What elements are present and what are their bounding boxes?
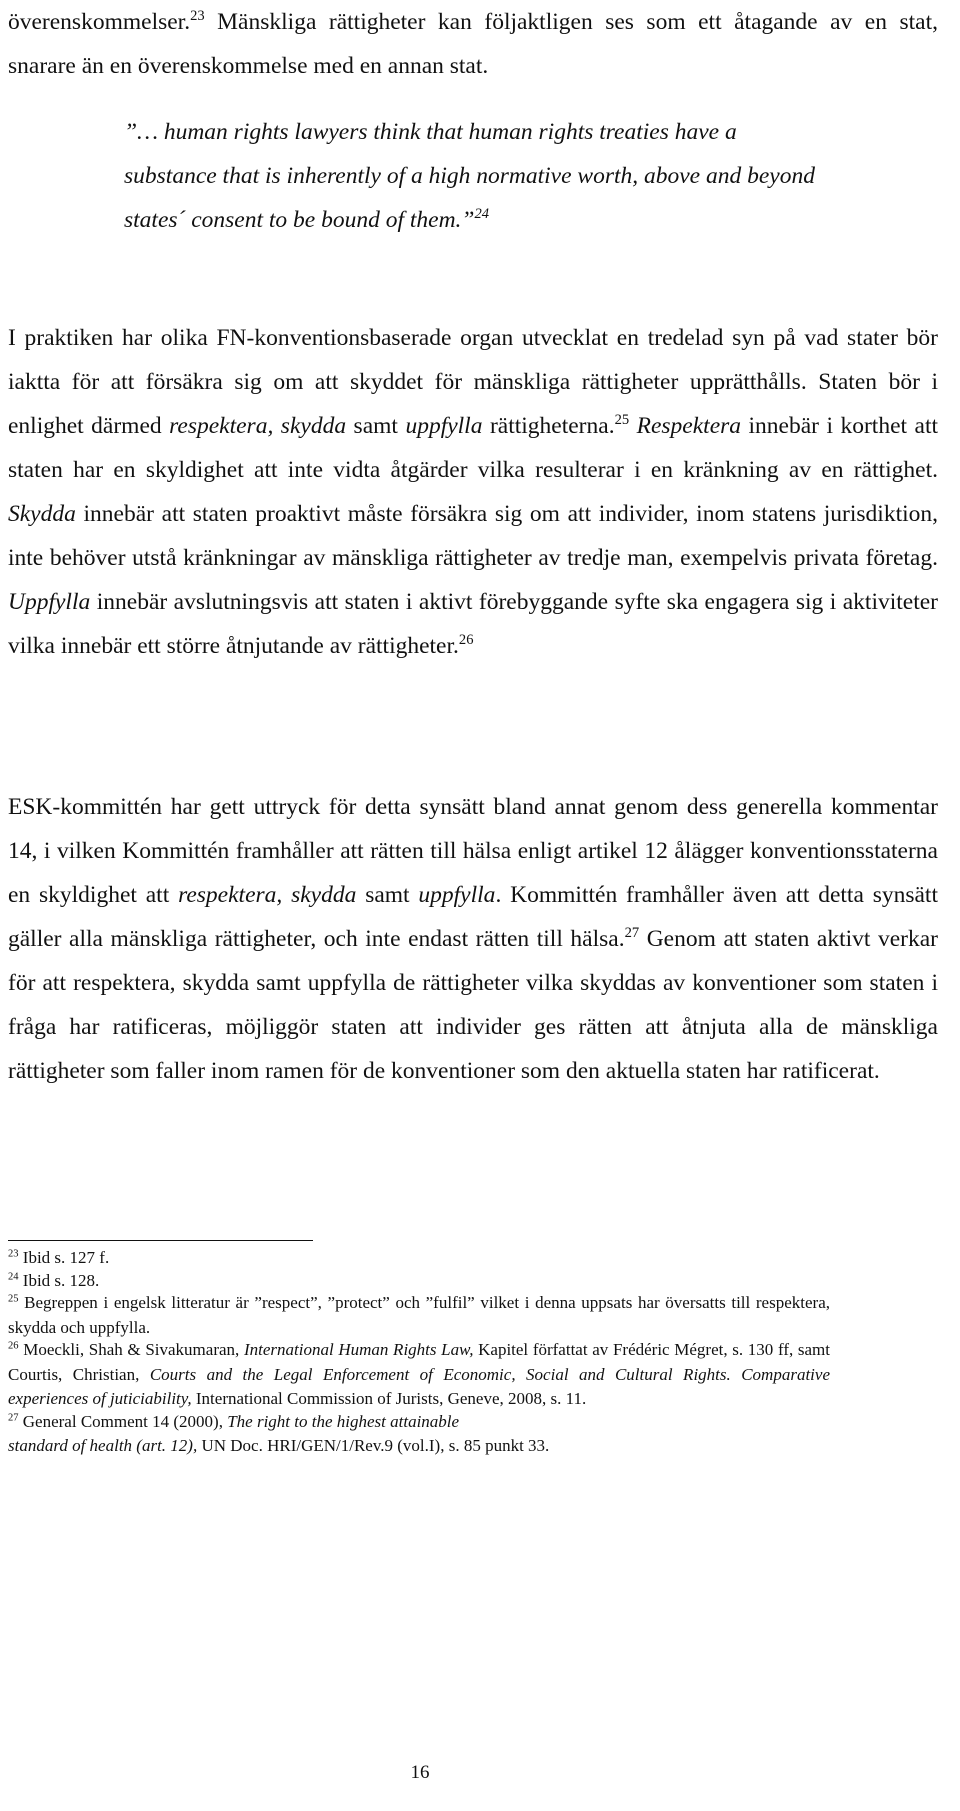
footnote-number: 23 xyxy=(8,1248,19,1260)
text-run: . Kommittén framhåller även att detta synsätt gäller alla mänskliga rättigheter, och inte endast rätten till hälsa. xyxy=(8,882,938,952)
footnote-text: Ibid s. 128. xyxy=(18,1270,100,1290)
footnote-text: Kapitel författat av Frédéric Mégret, s. 130 ff, samt Courtis, Christian, xyxy=(8,1340,831,1384)
text-run: innebär i korthet att staten har en skyldighet att inte vidta åtgärder vilka resulterar i en kränkning av en rättighet. xyxy=(8,413,939,483)
emphasis: Uppfylla xyxy=(8,589,91,615)
footnote-number: 26 xyxy=(8,1340,19,1352)
footnote-number: 24 xyxy=(8,1270,19,1282)
footnote-text: Begreppen i engelsk litteratur är ”respect”, ”protect” och ”fulfil” vilket i denna uppsats har översatts till respektera, skydda och uppfylla. xyxy=(8,1293,830,1337)
footnote-ref: 27 xyxy=(624,924,640,941)
footnote-ref: 23 xyxy=(190,7,205,24)
text-run: Mänskliga rättigheter kan följaktligen ses som ett åtagande av en stat, snarare än en överenskommelse med en annan stat. xyxy=(8,9,938,79)
footnote-title: Courts and the Legal Enforcement of Economic, Social and Cultural Rights. Comparative experiences of juticiability, xyxy=(8,1364,830,1408)
paragraph-tredelad-syn xyxy=(8,316,938,668)
footnote-27 xyxy=(8,1410,830,1459)
text-run: I praktiken har olika FN-konventionsbaserade organ utvecklat en tredelad syn på vad stater bör iaktta för att försäkra sig om att skyddet för mänskliga rättigheter upprätthålls. Staten bör i enlighet därmed xyxy=(8,325,938,439)
footnote-ref: 25 xyxy=(614,411,630,428)
page-number: 16 xyxy=(410,1762,430,1783)
emphasis: Skydda xyxy=(8,501,76,527)
emphasis: respektera, skydda xyxy=(178,882,357,908)
text-run: innebär avslutningsvis att staten i aktivt förebyggande syfte ska engagera sig i aktiviteter vilka innebär ett större åtnjutande av rättigheter. xyxy=(8,589,938,659)
text-run: överenskommelser. xyxy=(8,9,191,35)
quote-text: ”… human rights lawyers think that human rights treaties have a substance that is inherently of a high normative worth, above and beyond states´ consent to be bound of them.” xyxy=(124,119,815,233)
footnote-number: 27 xyxy=(8,1411,19,1423)
footnote-ref: 26 xyxy=(458,631,474,648)
footnote-title: The right to the highest attainable xyxy=(227,1411,460,1431)
text-run: samt xyxy=(346,413,406,439)
footnote-text: UN Doc. HRI/GEN/1/Rev.9 (vol.I), s. 85 punkt 33. xyxy=(197,1436,550,1455)
text-run: rättigheterna. xyxy=(482,413,615,439)
footnote-separator xyxy=(8,1240,313,1241)
text-run: samt xyxy=(356,882,419,908)
paragraph-esk-kommitten xyxy=(8,785,938,1093)
text-run: innebär att staten proaktivt måste försäkra sig om att individer, inom statens jurisdiktion, inte behöver utstå kränkningar av mänskliga rättigheter av tredje man, exempelvis privata företag. xyxy=(8,501,938,571)
footnote-ref: 24 xyxy=(474,205,490,222)
top-paragraph xyxy=(8,0,938,88)
footnote-text: Moeckli, Shah & Sivakumaran, xyxy=(18,1340,244,1359)
footnote-title: International Human Rights Law, xyxy=(243,1340,474,1359)
footnote-26 xyxy=(8,1338,830,1412)
block-quote xyxy=(124,110,834,242)
footnote-text: General Comment 14 (2000), xyxy=(18,1411,228,1431)
footnote-title: standard of health (art. 12), xyxy=(8,1436,198,1455)
emphasis: uppfylla xyxy=(405,413,483,439)
emphasis: respektera, skydda xyxy=(169,413,347,439)
footnote-25 xyxy=(8,1291,830,1340)
text-run xyxy=(629,413,636,439)
emphasis: Respektera xyxy=(636,413,742,439)
footnote-number: 25 xyxy=(8,1293,19,1305)
footnote-text: International Commission of Jurists, Geneve, 2008, s. 11. xyxy=(191,1389,587,1408)
footnote-23 xyxy=(8,1246,830,1271)
text-run: Genom att staten aktivt verkar för att respektera, skydda samt uppfylla de rättigheter vilka skyddas av konventioner som staten i fråga har ratificeras, möjliggör staten att individer ges rätten att åtnjuta alla de mänskliga rättigheter som faller inom ramen för de konventioner som den aktuella staten har ratificerat. xyxy=(8,926,938,1084)
footnote-24 xyxy=(8,1269,830,1294)
text-run: ESK-kommittén har gett uttryck för detta synsätt bland annat genom dess generella kommentar 14, i vilken Kommittén framhåller att rätten till hälsa enligt artikel 12 ålägger konventionsstaterna en skyldighet att xyxy=(8,794,938,908)
footnotes xyxy=(8,1246,830,1459)
footnote-text: Ibid s. 127 f. xyxy=(18,1248,110,1267)
emphasis: uppfylla xyxy=(418,882,496,908)
